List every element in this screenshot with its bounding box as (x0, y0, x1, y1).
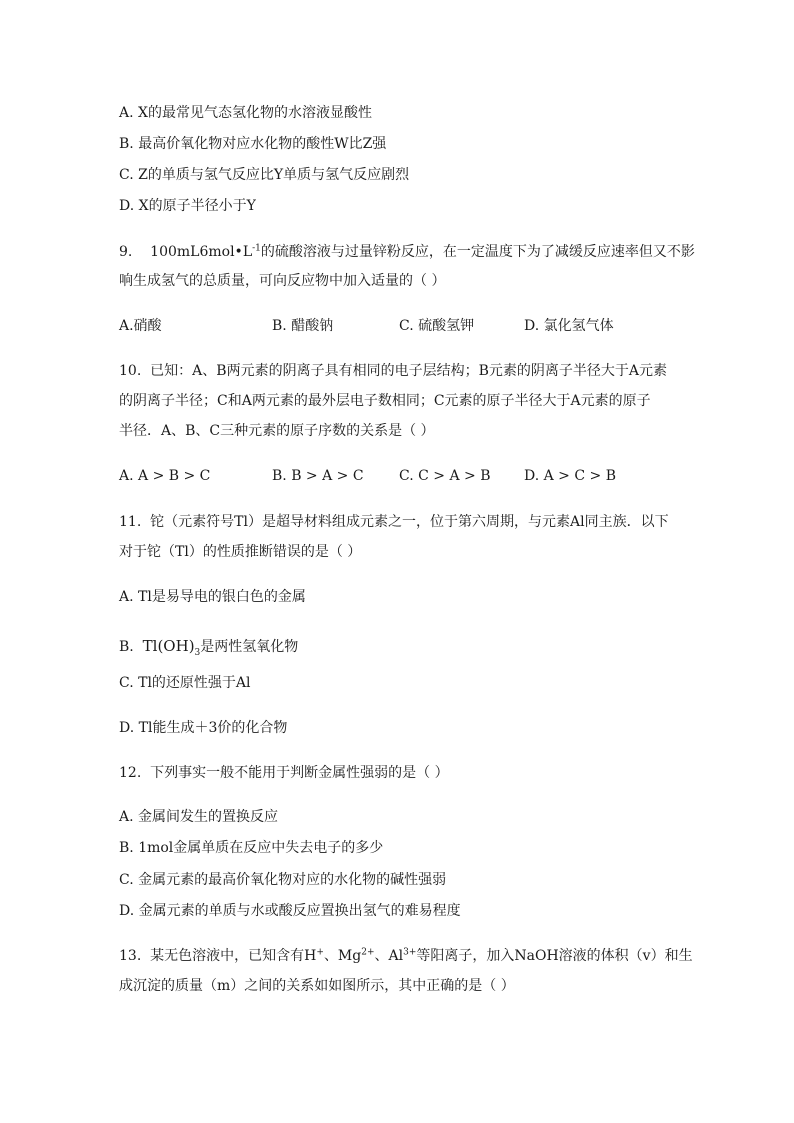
q10-option-d: D. A > C > B (524, 468, 616, 484)
q9-option-d: D. 氯化氢气体 (524, 318, 614, 334)
q10-stem-line2: 的阴离子半径；C和A两元素的最外层电子数相同；C元素的原子半径大于A元素的原子 (119, 393, 651, 409)
q11-option-b-text: 是两性氢氧化物 (200, 639, 299, 655)
q11-stem-text: 铊（元素符号Tl）是超导材料组成元素之一，位于第六周期，与元素Al同主族．以下 (150, 514, 669, 530)
q9-exponent: -1 (252, 243, 261, 254)
q9-stem-line2: 响生成氢气的总质量，可向反应物中加入适量的（ ） (119, 273, 446, 289)
q11-option-b-formula: Tl(OH) (142, 637, 195, 655)
q12-number: 12. (119, 765, 142, 781)
q9-stem-line1 (119, 242, 695, 262)
q13-text-c: 、Al (374, 948, 404, 964)
q13-number: 13. (119, 948, 142, 964)
q11-option-b-subscript: 3 (194, 647, 201, 658)
q10-stem-line3: 半径．A、B、C三种元素的原子序数的关系是（ ） (119, 423, 435, 439)
q13-stem-line2: 成沉淀的质量（m）之间的关系如如图所示，其中正确的是（ ） (119, 978, 515, 994)
q12-stem-text: 下列事实一般不能用于判断金属性强弱的是（ ） (150, 765, 449, 781)
q10-stem-text: 已知：A、B两元素的阴离子具有相同的电子层结构；B元素的阴离子半径大于A元素 (150, 363, 667, 379)
q13-text-b: 、Mg (323, 948, 362, 964)
q11-option-b (119, 636, 298, 657)
q13-sup-mg: 2+ (361, 947, 375, 958)
q11-option-d: D. Tl能生成＋3价的化合物 (119, 720, 288, 736)
q10-option-c: C. C > A > B (399, 468, 491, 484)
q13-text-d: 等阳离子，加入NaOH溶液的体积（v）和生 (416, 948, 693, 964)
q13-stem-line1 (119, 946, 693, 966)
q11-option-c: C. Tl的还原性强于Al (119, 675, 251, 691)
q8-option-c: C. Z的单质与氢气反应比Y单质与氢气反应剧烈 (119, 167, 410, 183)
q8-option-a: A. X的最常见气态氢化物的水溶液显酸性 (119, 105, 372, 121)
q11-stem-line1 (119, 512, 669, 532)
q11-option-a: A. Tl是易导电的银白色的金属 (119, 589, 306, 605)
q12-option-a: A. 金属间发生的置换反应 (119, 809, 279, 825)
q9-option-a: A.硝酸 (119, 318, 162, 334)
q9-option-c: C. 硫酸氢钾 (399, 318, 475, 334)
q8-option-d: D. X的原子半径小于Y (119, 198, 256, 214)
q12-stem (119, 763, 449, 783)
q10-option-a: A. A > B > C (119, 468, 211, 484)
q13-sup-al: 3+ (403, 947, 417, 958)
q12-option-d: D. 金属元素的单质与水或酸反应置换出氢气的难易程度 (119, 903, 461, 919)
q8-option-b: B. 最高价氧化物对应水化物的酸性W比Z强 (119, 136, 387, 152)
q9-number: 9. (119, 244, 133, 260)
q9-stem-text: 的硫酸溶液与过量锌粉反应，在一定温度下为了减缓反应速率但又不影 (260, 244, 695, 260)
q13-sup-h: + (316, 947, 324, 958)
q10-number: 10. (119, 363, 142, 379)
q13-text-a: 某无色溶液中，已知含有H (150, 948, 317, 964)
q11-stem-line2: 对于铊（Tl）的性质推断错误的是（ ） (119, 544, 362, 560)
q10-option-b: B. B > A > C (272, 468, 364, 484)
q9-concentration: 100mL6mol•L (150, 244, 253, 260)
q12-option-b: B. 1mol金属单质在反应中失去电子的多少 (119, 840, 384, 856)
q11-number: 11. (119, 514, 142, 530)
q12-option-c: C. 金属元素的最高价氧化物对应的水化物的碱性强弱 (119, 872, 447, 888)
q11-option-b-label: B. (119, 639, 134, 655)
q10-stem-line1 (119, 361, 667, 381)
q9-option-b: B. 醋酸钠 (272, 318, 334, 334)
